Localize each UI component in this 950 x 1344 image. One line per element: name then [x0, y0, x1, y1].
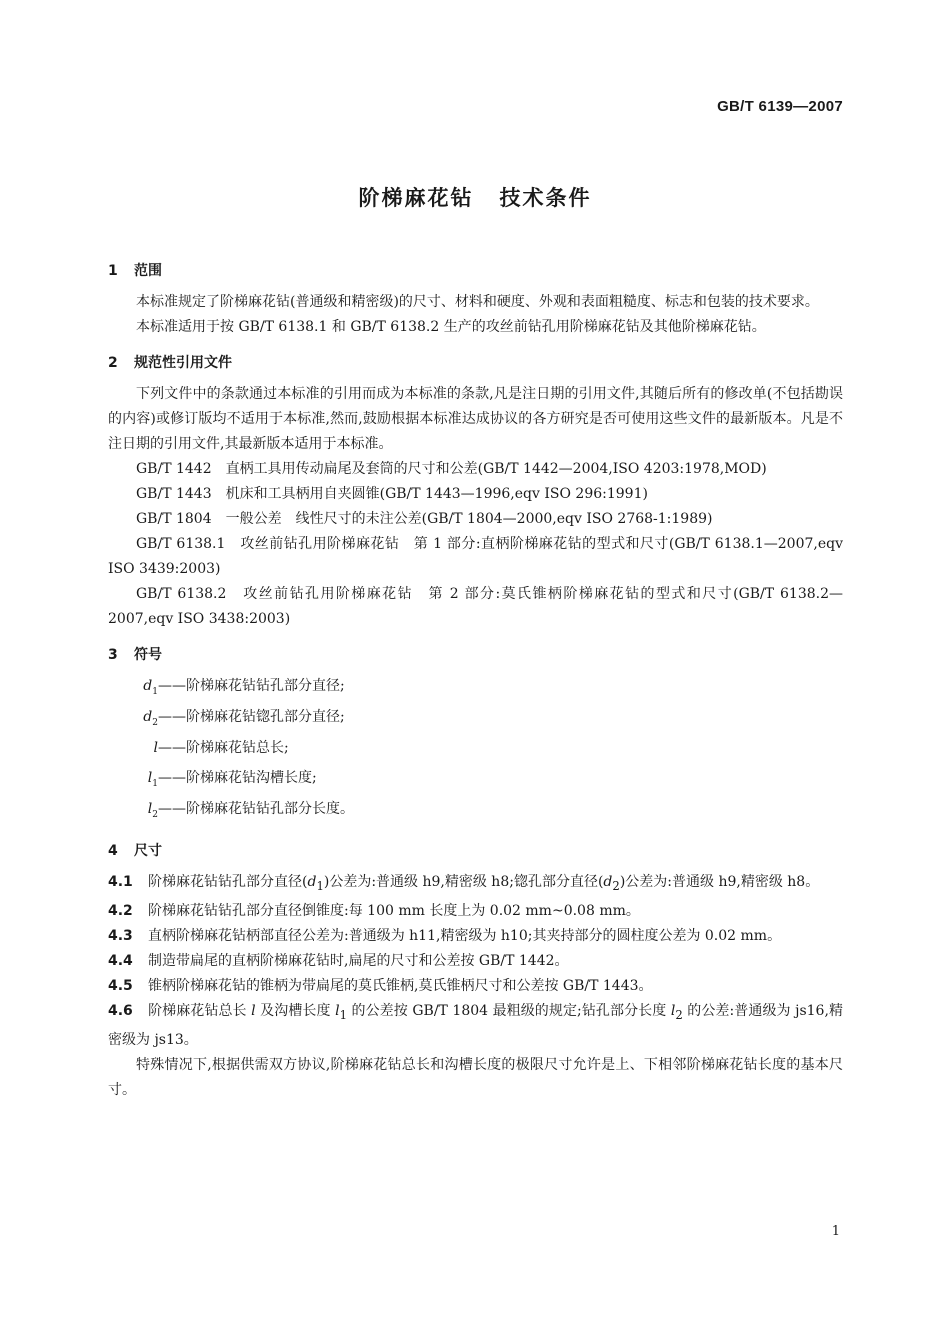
symbol-letter: d: [143, 708, 153, 725]
section-number: 4: [108, 842, 118, 859]
symbol-description: ——阶梯麻花钻锪孔部分直径;: [158, 708, 345, 725]
symbol-item: [108, 736, 843, 767]
section-number: 1: [108, 263, 118, 279]
symbol-description: ——阶梯麻花钻沟槽长度;: [158, 770, 317, 787]
section-1-heading: [108, 258, 843, 284]
scope-paragraph-2: 本标准适用于按 GB/T 6138.1 和 GB/T 6138.2 生产的攻丝前钻孔用阶梯麻花钻及其他阶梯麻花钻。: [136, 319, 766, 335]
symbol-letter: l: [335, 1002, 340, 1019]
clause-text: 锥柄阶梯麻花钻的锥柄为带扁尾的莫氏锥柄,莫氏锥柄尺寸和公差按 GB/T 1443。: [148, 977, 653, 994]
document-title: [0, 182, 950, 212]
clause-number: 4.1: [108, 873, 133, 890]
clause-text: 制造带扁尾的直柄阶梯麻花钻时,扁尾的尺寸和公差按 GB/T 1442。: [148, 952, 569, 969]
clause-number: 4.6: [108, 1002, 133, 1019]
symbol-subscript: 1: [152, 686, 158, 697]
section-title: 尺寸: [134, 842, 162, 859]
clause-number: 4.2: [108, 902, 133, 919]
clause-text: 的公差按 GB/T 1804 最粗级的规定;钻孔部分长度: [347, 1002, 671, 1019]
section-3-heading: [108, 642, 843, 668]
symbol-letter: d: [603, 873, 613, 890]
clause-number: 4.4: [108, 952, 133, 969]
clause-4-2: [108, 899, 843, 924]
symbol-subscript: 2: [152, 717, 158, 728]
clause-4-6: [108, 999, 843, 1053]
section-2-heading: [108, 350, 843, 376]
clause-text: 阶梯麻花钻总长: [148, 1002, 252, 1019]
references-intro: 下列文件中的条款通过本标准的引用而成为本标准的条款,凡是注日期的引用文件,其随后所有的修改单(不包括勘误的内容)或修订版均不适用于本标准,然而,鼓励根据本标准达成协议的各方研究是否可使用这些文件的最新版本。凡是不注日期的引用文件,其最新版本适用于本标准。: [108, 386, 843, 452]
clause-text: )公差为:普通级 h9,精密级 h8;锪孔部分直径(: [323, 873, 604, 890]
section-number: 3: [108, 647, 118, 663]
symbol-subscript: 2: [152, 809, 158, 820]
symbol-subscript: 1: [316, 878, 324, 893]
section-4-heading: [108, 838, 843, 864]
reference-item: GB/T 6138.2 攻丝前钻孔用阶梯麻花钻 第 2 部分:莫氏锥柄阶梯麻花钻的型式和尺寸(GB/T 6138.2—2007,eqv ISO 3438:2003): [108, 586, 843, 627]
clause-number: 4.3: [108, 927, 133, 944]
symbol-item: [108, 705, 843, 736]
symbol-letter: d: [143, 678, 153, 694]
symbol-letter: l: [153, 739, 158, 756]
reference-item: GB/T 1443 机床和工具柄用自夹圆锥(GB/T 1443—1996,eqv ISO 296:1991): [136, 486, 648, 502]
reference-item: GB/T 1804 一般公差 线性尺寸的未注公差(GB/T 1804—2000,eqv ISO 2768-1:1989): [136, 511, 713, 527]
clause-text: 直柄阶梯麻花钻柄部直径公差为:普通级为 h11,精密级为 h10;其夹持部分的圆柱度公差为 0.02 mm。: [148, 927, 782, 944]
symbol-letter: l: [251, 1002, 256, 1019]
title-part-1: 阶梯麻花钻: [358, 186, 474, 210]
clause-text: 阶梯麻花钻钻孔部分直径倒锥度:每 100 mm 长度上为 0.02 mm~0.08 mm。: [148, 902, 640, 919]
symbol-subscript: 1: [339, 1007, 347, 1022]
symbol-letter: l: [670, 1002, 676, 1019]
clause-4-3: [108, 924, 843, 949]
title-part-2: 技术条件: [499, 186, 592, 210]
section-title: 范围: [134, 263, 162, 279]
symbol-description: ——阶梯麻花钻钻孔部分直径;: [158, 678, 345, 694]
symbol-description: ——阶梯麻花钻总长;: [158, 739, 289, 756]
section-number: 2: [108, 355, 118, 371]
symbol-item: [108, 674, 843, 705]
reference-item: GB/T 1442 直柄工具用传动扁尾及套筒的尺寸和公差(GB/T 1442—2004,ISO 4203:1978,MOD): [136, 461, 767, 477]
symbol-letter: d: [307, 873, 317, 890]
scope-paragraph-1: 本标准规定了阶梯麻花钻(普通级和精密级)的尺寸、材料和硬度、外观和表面粗糙度、标志和包装的技术要求。: [136, 294, 819, 310]
clause-text: 阶梯麻花钻钻孔部分直径(: [148, 873, 308, 890]
special-case-paragraph: 特殊情况下,根据供需双方协议,阶梯麻花钻总长和沟槽长度的极限尺寸允许是上、下相邻阶梯麻花钻长度的基本尺寸。: [108, 1056, 843, 1098]
symbol-subscript: 2: [675, 1007, 683, 1022]
symbol-subscript: 2: [612, 878, 620, 893]
page-number: 1: [831, 1224, 840, 1239]
clause-text: )公差为:普通级 h9,精密级 h8。: [619, 873, 820, 890]
clause-4-5: [108, 974, 843, 999]
standard-code: GB/T 6139—2007: [717, 98, 843, 115]
symbol-letter: l: [147, 801, 153, 818]
symbol-letter: l: [147, 770, 153, 787]
document-body: [108, 258, 843, 1103]
reference-item: GB/T 6138.1 攻丝前钻孔用阶梯麻花钻 第 1 部分:直柄阶梯麻花钻的型式和尺寸(GB/T 6138.1—2007,eqv ISO 3439:2003): [108, 536, 843, 577]
clause-4-1: [108, 870, 843, 899]
section-title: 符号: [134, 647, 162, 663]
clause-text: 的公差:普通级为 js16,精密级为 js13。: [108, 1002, 843, 1048]
section-title: 规范性引用文件: [134, 355, 232, 371]
symbol-item: [108, 797, 843, 828]
clause-text: 及沟槽长度: [255, 1002, 336, 1019]
symbol-subscript: 1: [152, 779, 158, 790]
symbol-description: ——阶梯麻花钻钻孔部分长度。: [158, 801, 354, 818]
clause-number: 4.5: [108, 977, 133, 994]
clause-4-4: [108, 949, 843, 974]
symbol-item: [108, 766, 843, 797]
